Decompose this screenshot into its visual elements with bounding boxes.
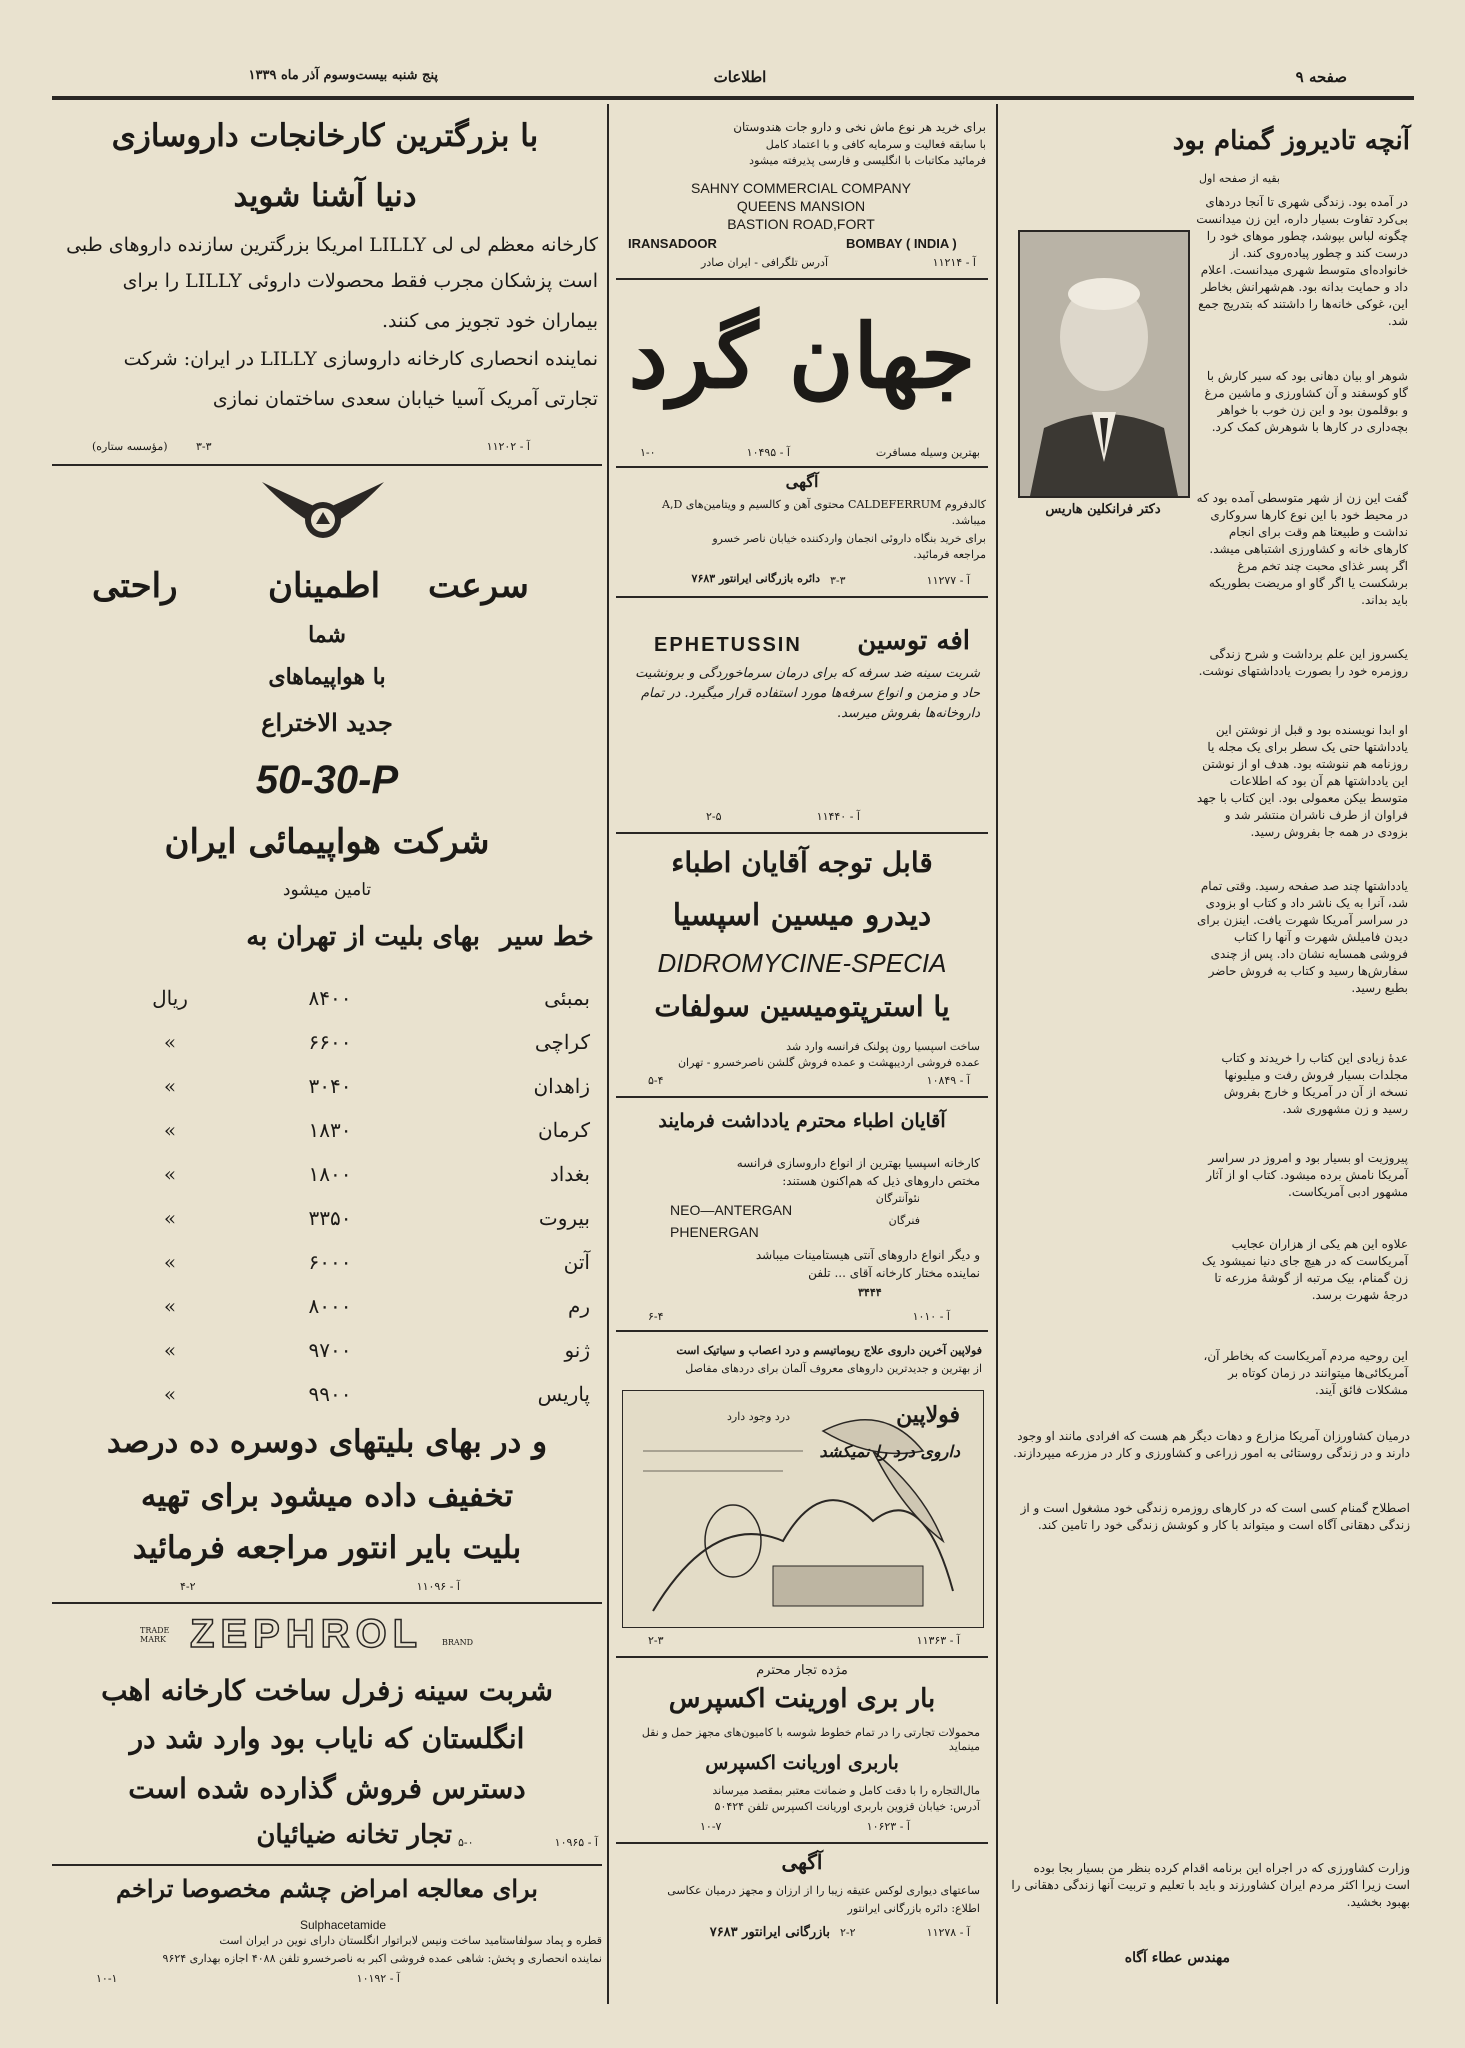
ephetussin-text: شربت سینه ضد سرفه که برای درمان سرماخوردگی و برونشیت حاد و مزمن و انواع سرفه‌ها مورد استفاده قرار میگیرد. در تمام داروخانه‌ها بفروش میرسد. — [635, 666, 980, 721]
phenergan-text: مختص داروهای ذیل که هم‌اکنون هستند: — [782, 1174, 980, 1188]
fare-unit: » — [163, 1294, 177, 1318]
sahny-ad-text: با سابقه فعالیت و سرمایه کافی و با اعتماد کامل — [765, 138, 986, 151]
ephetussin-tag: ۲-۵ — [706, 810, 722, 823]
phenergan-text: و دیگر انواع داروهای آنتی هیستامینات میباشد — [755, 1248, 980, 1262]
sahny-telegram: IRANSADOOR — [628, 236, 717, 251]
fare-unit: » — [163, 1250, 177, 1274]
phenergan-phone: ۳۴۴۴ — [858, 1286, 882, 1299]
article-paragraph: در آمده بود. زندگی شهری تا آنجا دردهای بی‌کرد تفاوت بسیار داره، این زن میدانست چگونه لباس بپوشد، چطور موهای خود را درست کند و چطور پیاده‌روی کند. از خانواده‌ای متوسط شهری میدانست. اعلام داد و حمایت بدانه بود. هم‌شهرانش بخاطر این، غوکی خانه‌ها را داشتند که بتدریج جمع شد. — [1196, 195, 1408, 328]
article-paragraph: او ابدا نویسنده بود و قبل از نوشتن این یادداشتها حتی یک سطر برای یک مجله یا روزنامه هم ننوشته بود. هدف او از نوشتن این یادداشتها هم آن بود که اطلاعات متوسط بیکن معمولی بود. این کتاب با جهد فراوان از طرف ناشران منتشر شد و بزودی در همه جا بفروش رسید. — [1196, 723, 1408, 839]
divider — [616, 1096, 988, 1098]
lilly-tag: ۳-۳ — [196, 440, 212, 453]
fare-row — [120, 1064, 590, 1108]
issue-date: پنج شنبه بیست‌وسوم آذر ماه ۱۳۳۹ — [248, 68, 438, 83]
fare-price: ۳۰۴۰ — [308, 1074, 352, 1098]
fare-unit: » — [163, 1206, 177, 1230]
fare-city: بیروت — [538, 1206, 590, 1230]
iranair-ref: آ - ۱۱۰۹۶ — [416, 1580, 460, 1593]
fare-city: زاهدان — [533, 1074, 590, 1098]
zephrol-text: انگلستان که نایاب بود وارد شد در — [129, 1722, 525, 1755]
phenergan-tag: ۶-۴ — [648, 1310, 664, 1323]
article-paragraph: درمیان کشاورزان آمریکا مزارع و دهات دیگر هم هست که افرادی مانند او وجود دارند و در زندگی روستائی به امور زراعی و کشاورزی و کار در مزرعه میپردازند. — [1013, 1429, 1410, 1460]
caldeferrum-contact: دائره بازرگانی ایرانتور ۷۶۸۳ — [691, 572, 820, 585]
iranair-slogan: راحتی — [92, 566, 178, 606]
column-divider-left — [607, 104, 609, 2004]
divider — [616, 1330, 988, 1332]
oriental-tag: ۱۰-۷ — [700, 1820, 722, 1833]
folapin-sub: داروی درد را نمیکشد — [819, 1442, 960, 1461]
oriental-ref: آ - ۱۰۶۲۳ — [866, 1820, 910, 1833]
folapin-text: فولاپین آخرین داروی علاج ریوماتیسم و درد اعصاب و سیاتیک است — [676, 1344, 982, 1357]
jahangard-tag: ۱-۰ — [640, 446, 656, 459]
divider — [616, 596, 988, 598]
eye-text: قطره و پماد سولفاستامید ساخت ونیس لابراتوار انگلستان دارای نوین در ایران است — [219, 1934, 602, 1947]
oriental-text: محمولات تجارتی را در تمام خطوط شوسه با کامیون‌های مجهز حمل و نقل مینماید — [641, 1726, 980, 1753]
fare-row — [120, 1108, 590, 1152]
zephrol-brand: ZEPHROL — [190, 1612, 424, 1656]
fare-city: پاریس — [537, 1382, 590, 1406]
newspaper-name: اطلاعات — [713, 68, 767, 86]
fare-city: کراچی — [534, 1030, 590, 1054]
article-paragraph: یکسروز این علم برداشت و شرح زندگی روزمره خود را بصورت یادداشتهای نوشت. — [1198, 647, 1408, 678]
caldeferrum-text: میباشد. — [951, 514, 986, 527]
fare-row — [120, 1196, 590, 1240]
iranair-secured: تامین میشود — [282, 880, 372, 900]
zephrol-trade-mark: TRADE MARK — [140, 1626, 170, 1644]
sahny-address: QUEENS MANSION — [736, 198, 866, 214]
notice-contact: بازرگانی ایرانتور ۷۶۸۳ — [709, 1925, 830, 1940]
jahangard-ref: آ - ۱۰۴۹۵ — [746, 446, 790, 459]
lilly-text: کارخانه معظم لی لی LILLY امریکا بزرگترین سازنده داروهای طبی — [66, 234, 598, 256]
lilly-text: نماینده انحصاری کارخانه داروسازی LILLY در ایران: شرکت — [123, 348, 598, 370]
eye-tag: ۱۰-۱ — [96, 1972, 118, 1985]
iranair-discount: بلیت بایر انتور مراجعه فرمائید — [132, 1530, 522, 1566]
oriental-top: مژده تجار محترم — [756, 1663, 848, 1678]
caldeferrum-ref: آ - ۱۱۲۷۷ — [926, 574, 970, 587]
sahny-ref: آ - ۱۱۲۱۴ — [932, 256, 976, 269]
folapin-slogan: درد وجود دارد — [727, 1410, 790, 1423]
didromycine-headline: قابل توجه آقایان اطباء — [671, 846, 933, 879]
fare-unit: » — [163, 1162, 177, 1186]
masthead-rule — [52, 96, 1414, 100]
divider — [52, 464, 602, 466]
jahangard-logo: جهان گرد — [628, 304, 976, 408]
oriental-title: بار بری اورینت اکسپرس — [668, 1684, 936, 1714]
fare-city: بغداد — [549, 1162, 590, 1186]
iranair-text: شما — [308, 622, 346, 648]
article-paragraph: پیروزیت او بسیار بود و امروز در سراسر آمریکا نامش برده میشود. کتاب او از آثار مشهور ادبی آمریکاست. — [1206, 1151, 1408, 1199]
zephrol-text: دسترس فروش گذارده شده است — [128, 1772, 526, 1805]
fare-table — [120, 976, 590, 1416]
phenergan-ref: آ - ۱۰۱۰ — [912, 1310, 950, 1323]
column-divider-right — [996, 104, 998, 2004]
ephetussin-ref: آ - ۱۱۴۴۰ — [816, 810, 860, 823]
folapin-brand: فولاپین — [896, 1402, 960, 1428]
didromycine-latin: DIDROMYCINE-SPECIA — [657, 948, 947, 978]
folapin-ref: آ - ۱۱۳۶۳ — [916, 1634, 960, 1647]
sahny-city: BOMBAY ( INDIA ) — [846, 236, 957, 251]
page-number: صفحه ۹ — [1295, 68, 1347, 86]
folapin-tag: ۲-۳ — [648, 1634, 664, 1647]
article-paragraph: علاوه این هم یکی از هزاران عجایب آمریکاست که در هیچ جای دنیا نمیشود یک زن گمنام، بیک مرتبه از گوشهٔ مزرعه تا درجهٔ شهرت برسد. — [1201, 1237, 1408, 1302]
fare-price: ۸۰۰۰ — [308, 1294, 352, 1318]
oriental-text: مال‌التجاره را با دقت کامل و ضمانت معتبر بمقصد میرساند — [712, 1784, 980, 1797]
eye-ref: آ - ۱۰۱۹۲ — [356, 1972, 400, 1985]
oriental-title-2: باربری اوریانت اکسپرس — [705, 1752, 899, 1774]
fare-route-header: خط سیر — [500, 922, 594, 952]
fare-city: آتن — [563, 1250, 590, 1274]
fare-row — [120, 1372, 590, 1416]
article-paragraph: این روحیه مردم آمریکاست که بخاطر آن، آمریکائی‌ها میتوانند در زمان کوتاه بر مشکلات فائق آیند. — [1203, 1349, 1408, 1397]
fare-price-header: بهای بلیت از تهران به — [246, 922, 480, 952]
lilly-headline: با بزرگترین کارخانجات داروسازی — [111, 118, 539, 154]
article-paragraph: وزارت کشاورزی که در اجراه این برنامه اقدام کرده بنظر من بسیار بجا بوده است زیرا اکثر مردم ایران کشاورزند و باید با تعلیم و تربیت آنها زندگی دهقانی را بهبود بخشید. — [1011, 1861, 1410, 1909]
article-continued: بقیه از صفحه اول — [1199, 172, 1280, 185]
lilly-ref: آ - ۱۱۲۰۲ — [486, 440, 530, 453]
phenergan-headline: آقایان اطباء محترم یادداشت فرمایند — [658, 1110, 946, 1132]
eye-text: نماینده انحصاری و پخش: شاهی عمده فروشی اکبر به ناصرخسرو تلفن ۴۰۸۸ اجازه بهداری ۹۶۲۴ — [162, 1952, 602, 1965]
didromycine-tag: ۵-۴ — [648, 1074, 664, 1087]
eye-drug: Sulphacetamide — [300, 1918, 387, 1932]
zephrol-tag: ۵-۰ — [458, 1836, 474, 1849]
fare-price: ۱۸۳۰ — [308, 1118, 352, 1142]
iranair-slogan: اطمینان — [268, 566, 381, 606]
divider — [616, 832, 988, 834]
article-paragraph: اصطلاح گمنام کسی است که در کارهای روزمره زندگی خود مشغول است و از زندگی دهقانی آگاه است و میتواند با کار و کوشش زندگی خود را تامین کند. — [1020, 1501, 1410, 1532]
jahangard-subtitle: بهترین وسیله مسافرت — [875, 446, 980, 459]
fare-price: ۳۳۵۰ — [308, 1206, 352, 1230]
zephrol-ref: آ - ۱۰۹۶۵ — [554, 1836, 598, 1849]
didromycine-subtitle: یا استرپتومیسین سولفات — [654, 990, 950, 1023]
didromycine-text: عمده فروشی اردیبهشت و عمده فروش گلشن ناصرخسرو - تهران — [677, 1056, 980, 1069]
phenergan-phen: PHENERGAN — [670, 1224, 759, 1240]
lilly-agency: (مؤسسه ستاره) — [92, 440, 168, 453]
ephetussin-fa-title: افه توسین — [857, 626, 970, 656]
sahny-telegram-fa: آدرس تلگرافی - ایران صادر — [701, 256, 828, 269]
sahny-company-name: SAHNY COMMERCIAL COMPANY — [691, 180, 911, 196]
phenergan-text: نماینده مختار کارخانه آقای ... تلفن — [808, 1266, 980, 1280]
lilly-headline-2: دنیا آشنا شوید — [233, 178, 417, 214]
notice-text: ساعتهای دیواری لوکس عتیقه زیبا را از ارزان و مجهز درمیان عکاسی — [667, 1884, 980, 1897]
ephetussin-brand: EPHETUSSIN — [654, 634, 802, 656]
divider — [616, 278, 988, 280]
fare-row — [120, 1284, 590, 1328]
fare-unit: » — [163, 1382, 177, 1406]
didromycine-ref: آ - ۱۰۸۴۹ — [926, 1074, 970, 1087]
lilly-text: تجارتی آمریک آسیا خیابان سعدی ساختمان نمازی — [212, 388, 598, 410]
notice-tag: ۲-۲ — [840, 1926, 856, 1939]
caldeferrum-text: کالدفروم CALDEFERRUM محتوی آهن و کالسیم و ویتامین‌های A,D — [662, 498, 986, 511]
fare-price: ۱۸۰۰ — [308, 1162, 352, 1186]
phenergan-neo: NEO—ANTERGAN — [670, 1202, 793, 1218]
didromycine-name: دیدرو میسین اسپسیا — [672, 898, 932, 933]
iranair-text: با هواپیماهای — [268, 664, 386, 690]
divider — [616, 466, 988, 468]
phenergan-text: کارخانه اسپسیا بهترین از انواع داروسازی فرانسه — [736, 1156, 980, 1170]
lilly-text: بیماران خود تجویز می کنند. — [381, 310, 598, 332]
iranair-logo-icon — [258, 480, 388, 552]
fare-unit: » — [163, 1030, 177, 1054]
fare-city: رم — [567, 1294, 590, 1318]
fare-row — [120, 1020, 590, 1064]
fare-city: بمبئی — [544, 986, 590, 1010]
article-paragraph: یادداشتها چند صد صفحه رسید. وقتی تمام شد، آنرا به یک ناشر داد و کتاب او بزودی در سراسر آمریکا شهرت یافت. اینزن برای دیدن فامیلش شهرت و آنها را کتاب فروشی همسایه نشان داد. پس از چندی سفارش‌ها رسید و کتاب به فروش حاضر بطبع رسید. — [1197, 879, 1408, 995]
folapin-text: از بهترین و جدیدترین داروهای معروف آلمان برای دردهای مفاصل — [685, 1362, 982, 1375]
caldeferrum-tag: ۳-۳ — [830, 574, 846, 587]
iranair-discount: و در بهای بلیتهای دوسره ده درصد — [106, 1424, 548, 1460]
iranair-tag: ۴-۲ — [180, 1580, 196, 1593]
iranair-company: شرکت هواپیمائی ایران — [164, 822, 490, 862]
caldeferrum-text: مراجعه فرمائید. — [913, 548, 986, 561]
iranair-model: 50-30-P — [255, 758, 399, 802]
eye-headline: برای معالجه امراض چشم مخصوصا تراخم — [116, 1874, 538, 1903]
notice-title: آگهی — [781, 1850, 823, 1874]
zephrol-store: تجار تخانه ضیائیان — [256, 1820, 452, 1850]
iranair-slogan: سرعت — [428, 566, 529, 606]
lilly-text: است پزشکان مجرب فقط محصولات داروئی LILLY را برای — [122, 270, 598, 292]
fare-row — [120, 1240, 590, 1284]
notice-ref: آ - ۱۱۲۷۸ — [926, 1926, 970, 1939]
fare-row — [120, 1152, 590, 1196]
oriental-phone: آدرس: خیابان قزوین باربری اوریانت اکسپرس تلفن ۵۰۴۲۴ — [714, 1800, 980, 1813]
divider — [616, 1842, 988, 1844]
caldeferrum-title: آگهی — [785, 472, 819, 491]
phenergan-phen-fa: فنرگان — [888, 1214, 920, 1227]
fare-price: ۹۹۰۰ — [308, 1382, 352, 1406]
fare-city: کرمان — [537, 1118, 590, 1142]
article-paragraph: عدهٔ زیادی این کتاب را خریدند و کتاب مجلدات بسیار فروش رفت و میلیونها نسخه از آن در آمریکا و خارج بفروش رسید و زن مشهوری شد. — [1221, 1051, 1408, 1116]
caldeferrum-text: برای خرید بنگاه داروئی انجمان واردکننده خیابان ناصر خسرو — [712, 532, 986, 545]
article-title: آنچه تادیروز گمنام بود — [1172, 126, 1410, 156]
fare-price: ۹۷۰۰ — [308, 1338, 352, 1362]
notice-text: اطلاع: دائره بازرگانی ایرانتور — [847, 1902, 980, 1915]
sahny-address: BASTION ROAD,FORT — [727, 216, 875, 232]
fare-city: ژنو — [564, 1338, 590, 1362]
zephrol-brand-suffix: BRAND — [442, 1638, 474, 1647]
sahny-ad-text: برای خرید هر نوع ماش نخی و دارو جات هندوستان — [733, 120, 986, 134]
fare-price: ۶۶۰۰ — [308, 1030, 352, 1054]
fare-price: ۶۰۰۰ — [308, 1250, 352, 1274]
fare-unit: » — [163, 1074, 177, 1098]
divider — [616, 1656, 988, 1658]
divider — [52, 1602, 602, 1604]
fare-row — [120, 976, 590, 1020]
article-paragraph: شوهر او بیان دهانی بود که سیر کارش با گاو کوسفند و آن کشاورزی و ماشین مرغ و بوقلمون بود و این زن خوب با خواهر بچه‌داری در کارها با شوهرش کمک کرد. — [1204, 369, 1408, 434]
divider — [52, 1864, 602, 1866]
iranair-discount: تخفیف داده میشود برای تهیه — [140, 1478, 514, 1514]
zephrol-text: شربت سینه زفرل ساخت کارخانه اهب — [101, 1674, 553, 1707]
sahny-ad-text: فرمائید مکاتبات با انگلیسی و فارسی پذیرفته میشود — [749, 154, 986, 167]
fare-unit: ریال — [152, 986, 188, 1010]
article-paragraph: گفت این زن از شهر متوسطی آمده بود که در محیط خود با این نوع کارها سروکاری نداشت و طبیعتا هم وقت برای انجام کارهای خانه و کشاورزی اشتباهی میشد. اگر پسر غذای محبت چند تخم مرغ برشکست یا اگر گاو او مریضت بطوریکه باید بداند. — [1196, 491, 1408, 607]
fare-unit: » — [163, 1118, 177, 1142]
fare-row — [120, 1328, 590, 1372]
didromycine-text: ساخت اسپسیا رون پولنک فرانسه وارد شد — [786, 1040, 980, 1053]
iranair-text: جدید الاختراع — [261, 708, 393, 737]
portrait-photo — [1018, 230, 1190, 498]
fare-unit: » — [163, 1338, 177, 1362]
phenergan-neo-fa: نئوآنترگان — [875, 1192, 920, 1205]
photo-caption: دکتر فرانکلین هاریس — [1045, 502, 1161, 517]
article-author: مهندس عطاء آگاه — [1124, 1950, 1230, 1966]
fare-price: ۸۴۰۰ — [308, 986, 352, 1010]
